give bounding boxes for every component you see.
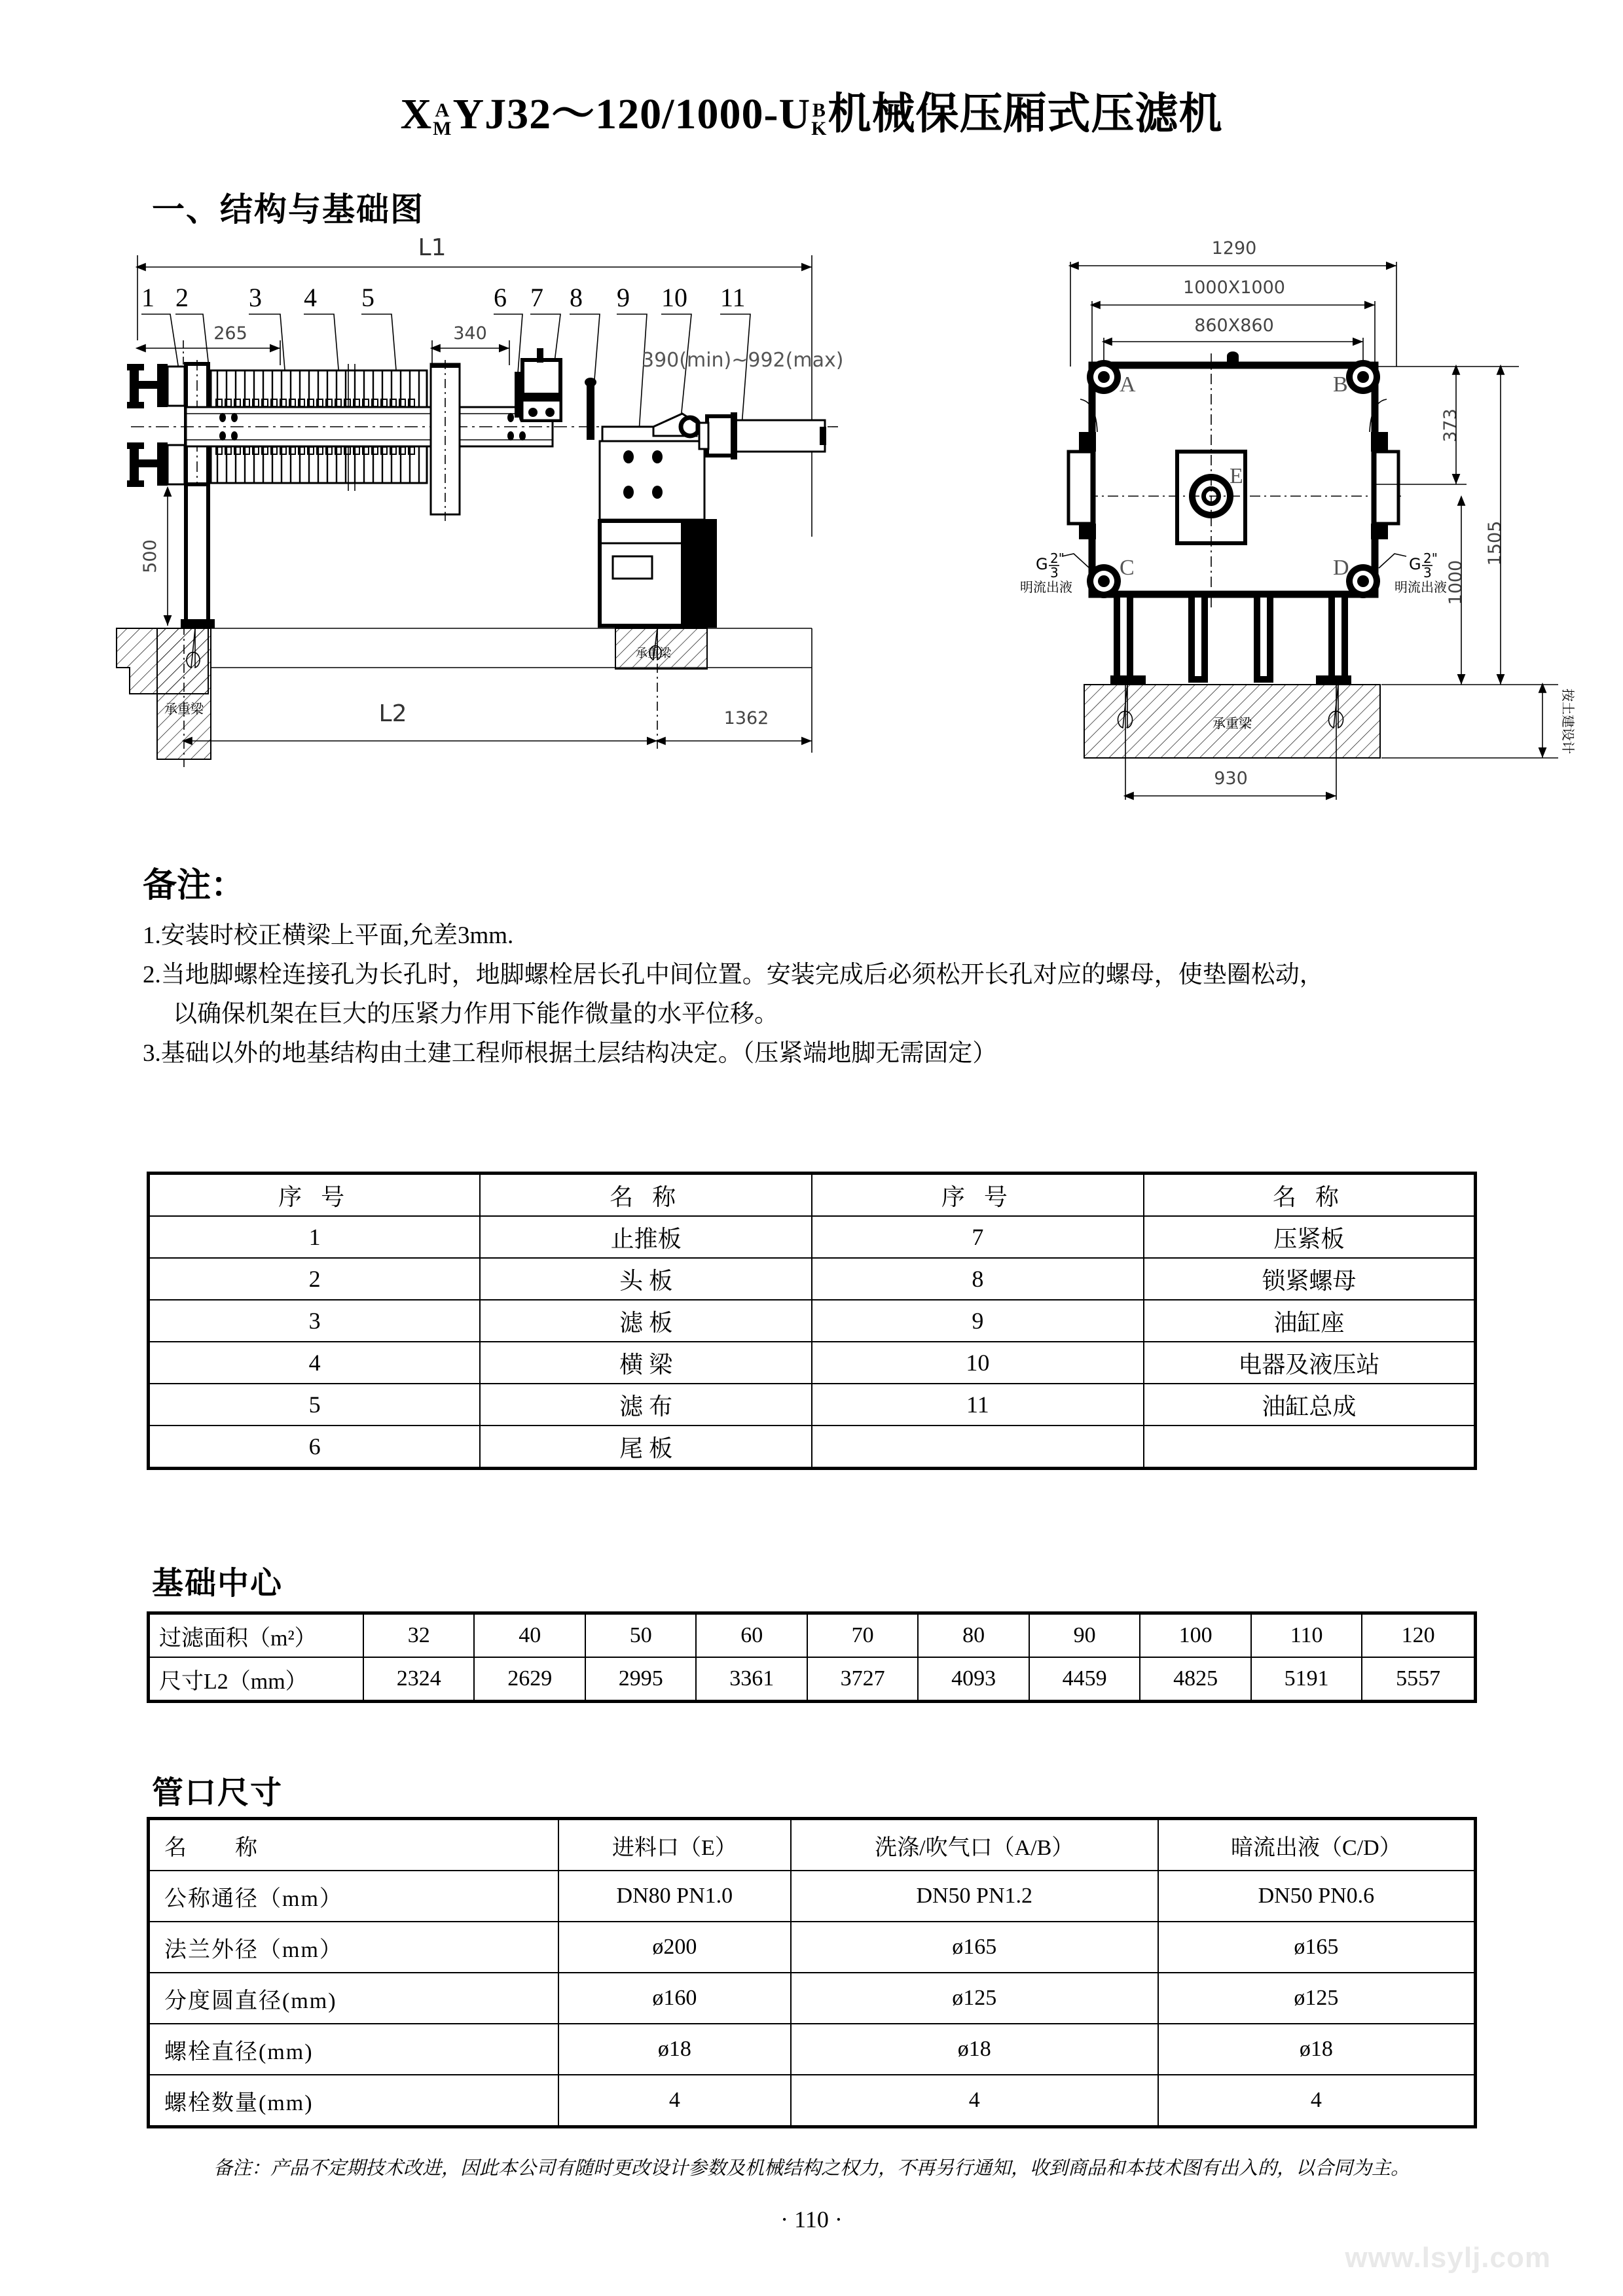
cell: [1144, 1426, 1476, 1469]
svg-text:930: 930: [1214, 768, 1248, 789]
cell: 5191: [1251, 1657, 1362, 1702]
technical-drawing: [118, 234, 1576, 812]
svg-text:1290: 1290: [1211, 238, 1257, 259]
cell: 横 梁: [480, 1342, 812, 1384]
title-mid: YJ32～120/1000-U: [452, 90, 811, 138]
title-suffix: 机械保压厢式压滤机: [828, 90, 1223, 138]
svg-text:C: C: [1120, 556, 1135, 580]
svg-text:265: 265: [213, 323, 247, 344]
cell: 11: [812, 1384, 1144, 1426]
cell: ø165: [791, 1922, 1158, 1973]
cell: 4459: [1029, 1657, 1140, 1702]
page-number: · 110 ·: [780, 2206, 843, 2233]
table-row: [149, 1216, 1476, 1258]
svg-text:390(min)~992(max): 390(min)~992(max): [642, 349, 844, 372]
notes-block: [143, 916, 1491, 1073]
svg-text:A: A: [1120, 372, 1136, 397]
cell: 10: [812, 1342, 1144, 1384]
pipe-header-outflow: 暗流出液（C/D）: [1158, 1819, 1476, 1871]
svg-text:3: 3: [1050, 565, 1059, 581]
pipe-header-inlet: 进料口（E）: [558, 1819, 791, 1871]
note-2: 2.当地脚螺栓连接孔为长孔时，地脚螺栓居长孔中间位置。安装完成后必须松开长孔对应的螺母，使垫圈松动，: [143, 961, 1324, 988]
notes-title: 备注：: [143, 867, 246, 905]
cell: 头 板: [480, 1258, 812, 1300]
parts-table: [147, 1172, 1477, 1470]
svg-text:10: 10: [661, 283, 687, 312]
cell: 2629: [474, 1657, 585, 1702]
watermark: www.lsylj.com: [1345, 2242, 1551, 2274]
cell: 分度圆直径(mm): [149, 1973, 559, 2024]
parts-header-name-2: 名 称: [1144, 1174, 1476, 1217]
section-heading-pipe-size: 管口尺寸: [152, 1776, 283, 1810]
svg-text:8: 8: [570, 283, 583, 312]
cell: 电器及液压站: [1144, 1342, 1476, 1384]
cell: 止推板: [480, 1216, 812, 1258]
pipe-header-wash: 洗涤/吹气口（A/B）: [791, 1819, 1158, 1871]
table-row: [149, 1258, 1476, 1300]
cell: 2324: [363, 1657, 474, 1702]
row-header-area: 过滤面积（m²）: [149, 1613, 364, 1658]
cell: 60: [696, 1613, 807, 1658]
section-heading-foundation-center: 基础中心: [152, 1566, 283, 1601]
cell: 1: [149, 1216, 481, 1258]
table-row-l2: [149, 1657, 1476, 1702]
svg-text:3: 3: [249, 283, 262, 312]
cell: 锁紧螺母: [1144, 1258, 1476, 1300]
svg-text:9: 9: [617, 283, 630, 312]
cell: 6: [149, 1426, 481, 1469]
cell: DN80 PN1.0: [558, 1871, 791, 1922]
note-1: 1.安装时校正横梁上平面,允差3mm.: [143, 922, 514, 949]
cell: 法兰外径（mm）: [149, 1922, 559, 1973]
svg-text:6: 6: [494, 283, 507, 312]
svg-text:2: 2: [175, 283, 189, 312]
svg-text:D: D: [1333, 556, 1349, 580]
svg-text:2": 2": [1050, 550, 1065, 566]
cell: 70: [807, 1613, 918, 1658]
cell: 2995: [585, 1657, 696, 1702]
table-row: [149, 2075, 1476, 2127]
svg-text:500: 500: [140, 539, 160, 573]
cell: ø18: [791, 2024, 1158, 2075]
cell: 3727: [807, 1657, 918, 1702]
svg-text:L2: L2: [378, 700, 407, 727]
title-sub-k: K: [811, 117, 828, 139]
cell: 3361: [696, 1657, 807, 1702]
cell: 滤 布: [480, 1384, 812, 1426]
cell: 5557: [1362, 1657, 1475, 1702]
svg-text:373: 373: [1440, 408, 1461, 442]
cell: ø125: [791, 1973, 1158, 2024]
row-header-l2: 尺寸L2（mm）: [149, 1657, 364, 1702]
cell: 2: [149, 1258, 481, 1300]
svg-text:E: E: [1230, 464, 1243, 488]
cell: 4: [558, 2075, 791, 2127]
cell: 5: [149, 1384, 481, 1426]
cell: 50: [585, 1613, 696, 1658]
cell: ø18: [558, 2024, 791, 2075]
svg-text:1362: 1362: [723, 708, 769, 728]
svg-text:B: B: [1333, 372, 1348, 397]
parts-header-no-1: 序 号: [149, 1174, 481, 1217]
foundation-center-table: [147, 1611, 1477, 1703]
parts-header-name-1: 名 称: [480, 1174, 812, 1217]
cell: 4825: [1140, 1657, 1250, 1702]
table-row: [149, 1342, 1476, 1384]
svg-text:1000X1000: 1000X1000: [1183, 278, 1285, 298]
cell: 4: [1158, 2075, 1476, 2127]
table-row: [149, 1426, 1476, 1469]
title-sup-a: A: [435, 99, 450, 122]
svg-text:承重梁: 承重梁: [636, 647, 671, 660]
svg-text:3: 3: [1423, 565, 1432, 581]
title-prefix: X: [400, 90, 433, 138]
cell: 4093: [918, 1657, 1029, 1702]
cell: 8: [812, 1258, 1144, 1300]
svg-text:1: 1: [141, 283, 155, 312]
cell: 90: [1029, 1613, 1140, 1658]
pipe-size-table: [147, 1817, 1477, 2128]
cell: DN50 PN1.2: [791, 1871, 1158, 1922]
svg-text:1505: 1505: [1485, 520, 1505, 566]
svg-text:G: G: [1036, 555, 1048, 573]
cell: ø18: [1158, 2024, 1476, 2075]
svg-text:按土建设计: 按土建设计: [1560, 689, 1576, 754]
table-row: [149, 1300, 1476, 1342]
cell: 110: [1251, 1613, 1362, 1658]
cell: 压紧板: [1144, 1216, 1476, 1258]
svg-text:明流出液: 明流出液: [1395, 579, 1447, 595]
cell: 80: [918, 1613, 1029, 1658]
table-header-row: [149, 1819, 1476, 1871]
cell: ø200: [558, 1922, 791, 1973]
cell: 油缸座: [1144, 1300, 1476, 1342]
title-sup-b: B: [812, 99, 826, 122]
cell: 螺栓数量(mm): [149, 2075, 559, 2127]
cell: 120: [1362, 1613, 1475, 1658]
table-row: [149, 1384, 1476, 1426]
cell: 公称通径（mm）: [149, 1871, 559, 1922]
cell: 32: [363, 1613, 474, 1658]
svg-text:340: 340: [453, 323, 487, 344]
parts-header-no-2: 序 号: [812, 1174, 1144, 1217]
cell: ø160: [558, 1973, 791, 2024]
svg-text:4: 4: [304, 283, 317, 312]
table-header-row: [149, 1174, 1476, 1217]
footer-note: 备注：产品不定期技术改进，因此本公司有随时更改设计参数及机械结构之权力，不再另行通知，收到商品和本技术图有出入的，以合同为主。: [213, 2158, 1410, 2179]
cell: 7: [812, 1216, 1144, 1258]
table-row: [149, 2024, 1476, 2075]
note-3: 3.基础以外的地基结构由土建工程师根据土层结构决定。（压紧端地脚无需固定）: [143, 1039, 997, 1067]
section-heading-structure: 一、结构与基础图: [152, 191, 424, 228]
page-title: [0, 79, 1623, 141]
svg-text:L1: L1: [418, 234, 447, 261]
title-sub-m: M: [433, 117, 452, 139]
cell: 螺栓直径(mm): [149, 2024, 559, 2075]
svg-text:承重梁: 承重梁: [1213, 715, 1252, 731]
title-stack-am: [433, 101, 452, 137]
svg-text:明流出液: 明流出液: [1020, 579, 1072, 595]
cell: ø165: [1158, 1922, 1476, 1973]
note-2-cont: 以确保机架在巨大的压紧力作用下能作微量的水平位移。: [173, 1000, 778, 1028]
table-row: [149, 1973, 1476, 2024]
cell: 滤 板: [480, 1300, 812, 1342]
svg-text:1000: 1000: [1446, 560, 1466, 605]
cell: 3: [149, 1300, 481, 1342]
cell: 尾 板: [480, 1426, 812, 1469]
cell: 40: [474, 1613, 585, 1658]
cell: 9: [812, 1300, 1144, 1342]
cell: [812, 1426, 1144, 1469]
cell: 4: [149, 1342, 481, 1384]
cell: ø125: [1158, 1973, 1476, 2024]
table-row: [149, 1871, 1476, 1922]
cell: 100: [1140, 1613, 1250, 1658]
svg-text:5: 5: [361, 283, 374, 312]
cell: DN50 PN0.6: [1158, 1871, 1476, 1922]
table-row: [149, 1922, 1476, 1973]
svg-text:2": 2": [1423, 550, 1438, 566]
svg-text:G: G: [1409, 555, 1421, 573]
svg-text:860X860: 860X860: [1194, 315, 1274, 336]
cell: 4: [791, 2075, 1158, 2127]
table-row-area: [149, 1613, 1476, 1658]
pipe-header-name: 名 称: [149, 1819, 559, 1871]
title-stack-bk: [811, 101, 827, 137]
svg-text:7: 7: [530, 283, 543, 312]
svg-text:11: 11: [720, 283, 746, 312]
svg-text:承重梁: 承重梁: [164, 701, 204, 717]
cell: 油缸总成: [1144, 1384, 1476, 1426]
